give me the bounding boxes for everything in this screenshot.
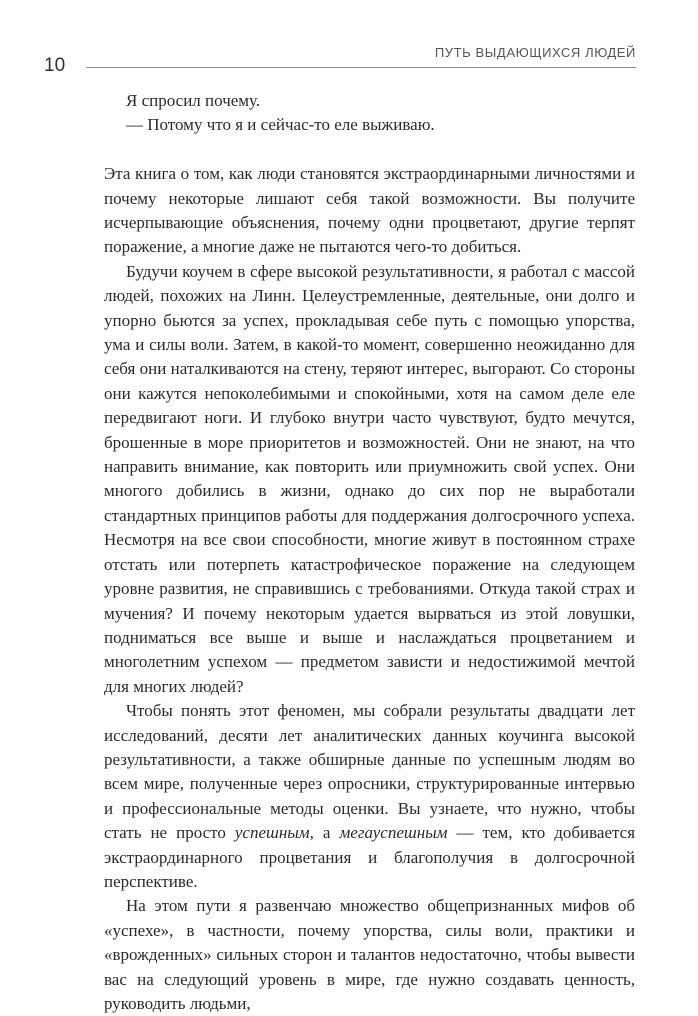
header-rule [86,67,636,68]
dialogue-line-2: — Потому что я и сейчас-то еле выживаю. [126,115,435,135]
paragraph-4: На этом пути я развенчаю множество общепризнанных мифов об «успехе», в частности, почему упорства, силы воли, практики и «врожденных» сильных сторон и талантов недостаточно, чтобы вывести вас на следующий уровень в мире, где нужно создавать ценность, руководить людьми, [104,896,635,1014]
paragraph-1: Эта книга о том, как люди становятся экстраординарными личностями и почему некоторые лишают себя такой возможности. Вы получите исчерпывающие объяснения, почему одни процветают, другие терпят поражение, а многие даже не пытаются чего-то добиться. [104,164,635,257]
paragraph-2: Будучи коучем в сфере высокой результативности, я работал с массой людей, похожих на Линн. Целеустремленные, деятельные, они долго и упорно бьются за успех, прокладывая себе путь с помощью упорства, ума и силы воли. Затем, в какой-то момент, совершенно неожиданно для себя они наталкиваются на стену, теряют интерес, выгорают. Со стороны они кажутся непоколебимыми и спокойными, хотя на самом деле еле передвигают ноги. И глубоко внутри часто чувствуют, будто мечутся, брошенные в море приоритетов и возможностей. Они не знают, на что направить внимание, как повторить или приумножить свой успех. Они многого добились в жизни, однако до сих пор не выработали стандартных принципов работы для поддержания долгосрочного успеха. Несмотря на все свои способности, многие живут в постоянном страхе отстать или потерпеть катастрофическое поражение на следующем уровне развития, не справившись с требованиями. Откуда такой страх и мучения? И почему некоторым удается вырваться из этой ловушки, подниматься все выше и выше и наслаждаться процветанием и многолетним успехом — предметом зависти и недостижимой мечтой для многих людей? [104,261,635,696]
page-number: 10 [44,55,66,76]
emphasis-successful: успешным [234,823,310,843]
section-break [104,138,635,162]
paragraph-3-text-c: — тем, кто добивается экстраординарного процветания и благополучия в долгосрочной перспективе. [104,823,636,891]
page-body [104,89,635,1016]
dialogue-block [104,89,635,138]
running-title: ПУТЬ ВЫДАЮЩИХСЯ ЛЮДЕЙ [434,45,636,60]
paragraph-3-text-a: Чтобы понять этот феномен, мы собрали результаты двадцати лет исследований, десяти лет аналитических данных коучинга высокой результативности, а также обширные данные по успешным людям во всем мире, полученные через опросники, структурированные интервью и профессиональные методы оценки. Вы узнаете, что нужно, чтобы стать не просто [104,701,635,843]
paragraph-3-text-b: , а [309,823,340,843]
paragraph-3 [104,699,635,894]
emphasis-mega-successful: мегауспешным [339,823,448,843]
page-header [44,46,636,80]
dialogue-line-1: Я спросил почему. [126,91,261,110]
